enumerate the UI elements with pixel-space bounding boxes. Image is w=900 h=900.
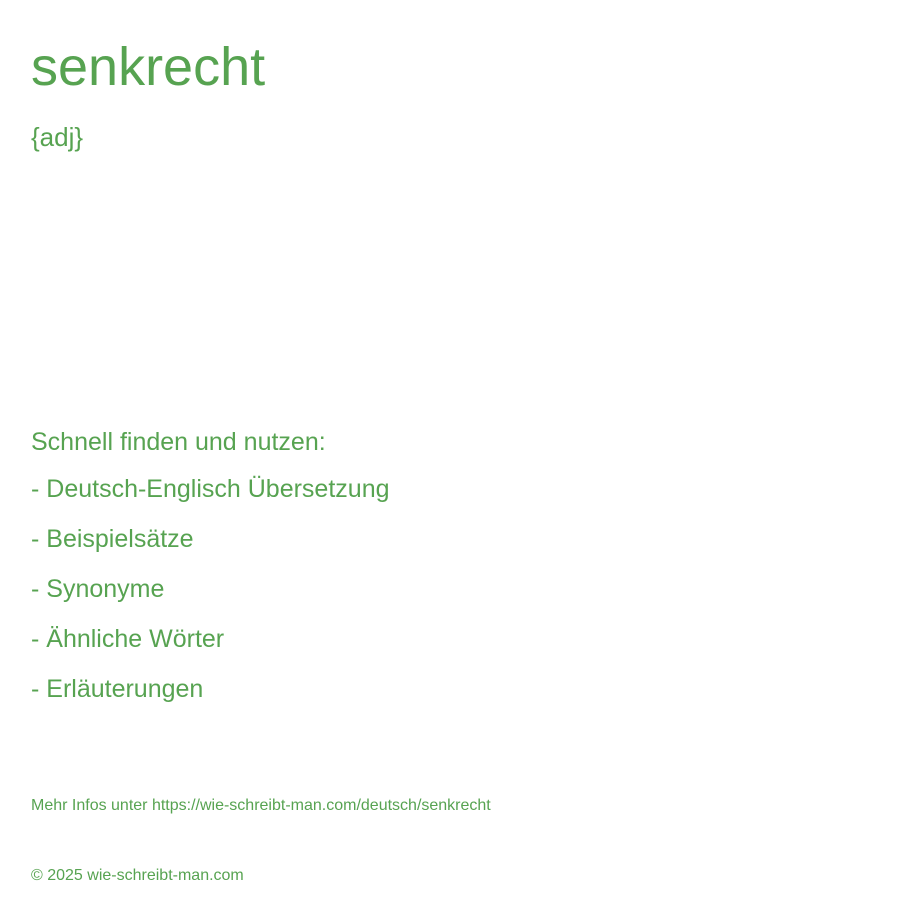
features-intro: Schnell finden und nutzen:: [31, 428, 326, 456]
footer-info: Mehr Infos unter https://wie-schreibt-man.com/deutsch/senkrecht: [31, 797, 491, 814]
feature-list-item: - Synonyme: [31, 575, 165, 603]
part-of-speech-label: {adj}: [31, 122, 84, 152]
feature-list-item: - Erläuterungen: [31, 675, 204, 703]
feature-list: [31, 477, 390, 727]
feature-list-item: - Ähnliche Wörter: [31, 625, 225, 653]
copyright-text: © 2025 wie-schreibt-man.com: [31, 867, 244, 884]
feature-list-item: - Beispielsätze: [31, 525, 194, 553]
page-title: senkrecht: [31, 37, 266, 97]
feature-list-item: - Deutsch-Englisch Übersetzung: [31, 475, 390, 503]
